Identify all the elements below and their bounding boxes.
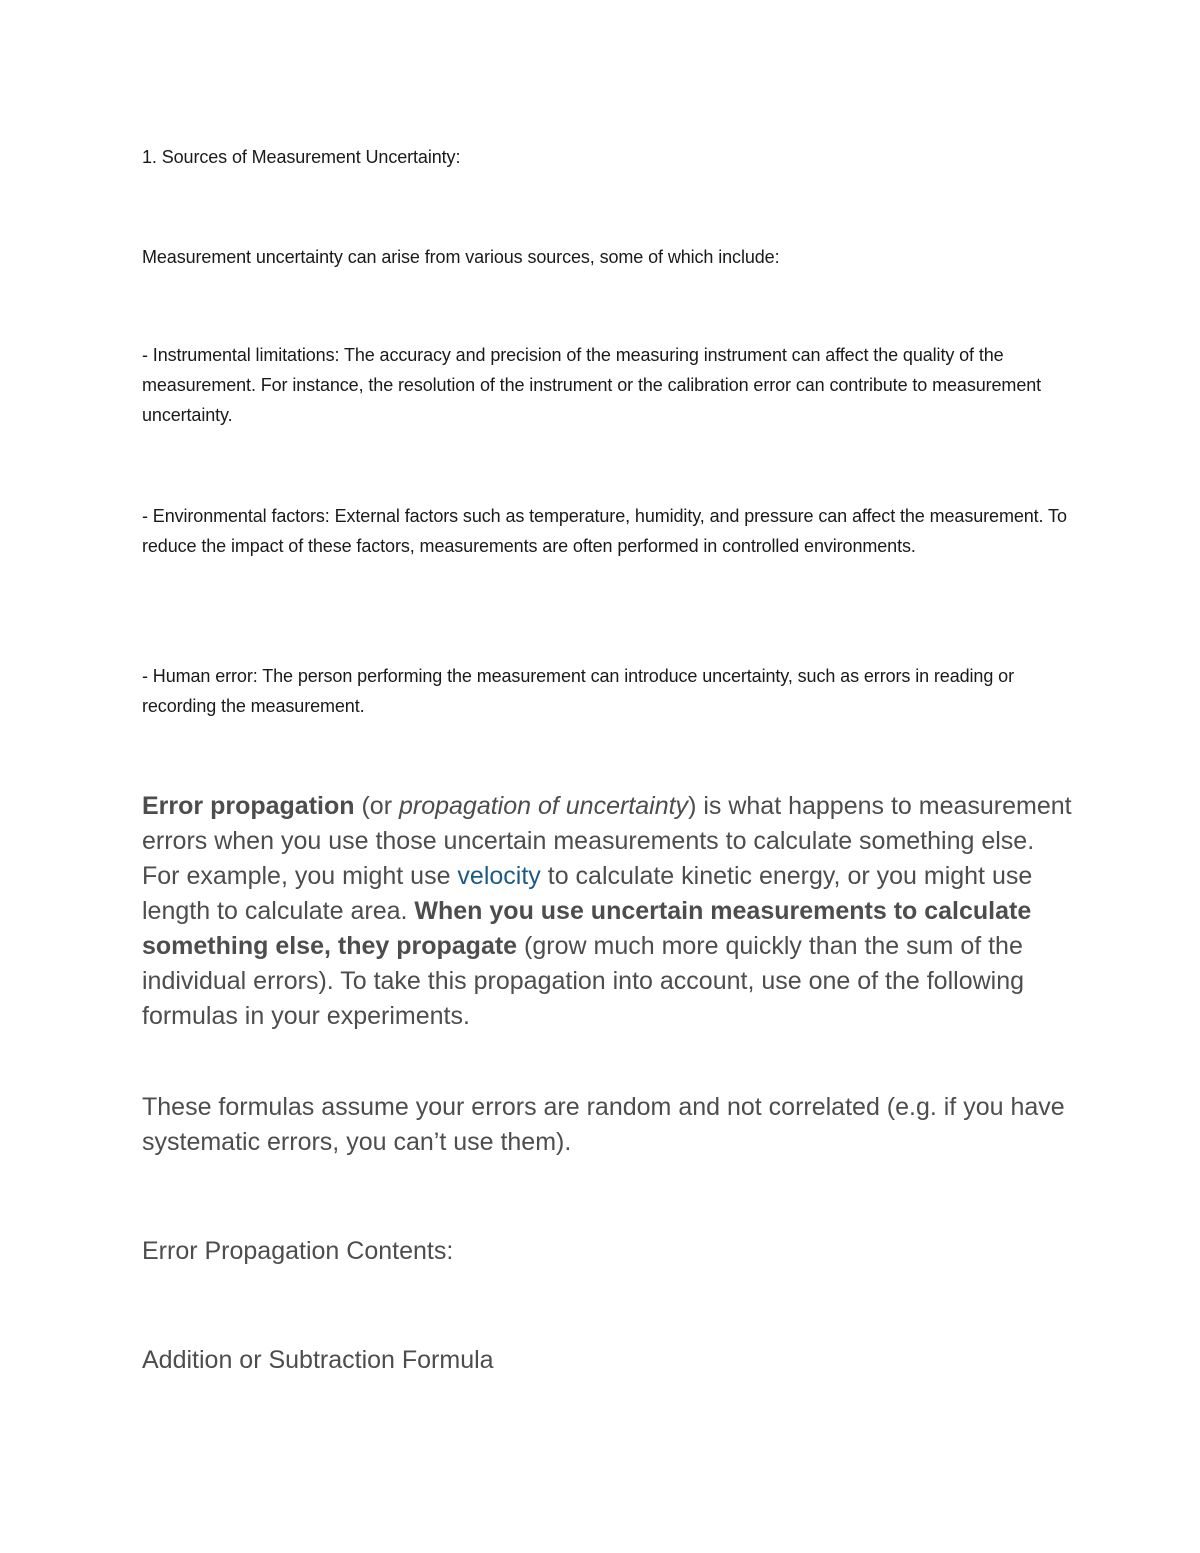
paragraph-text-2: to calculate kinetic energy, or you might use length to calculate area. — [142, 862, 1033, 925]
paren-open-text: (or — [354, 792, 399, 820]
formula-heading: Addition or Subtraction Formula — [142, 1346, 494, 1374]
bold-propagate-statement: When you use uncertain measurements to calculate something else, they propagate — [142, 897, 1032, 960]
contents-heading: Error Propagation Contents: — [142, 1237, 454, 1265]
term-error-propagation: Error propagation — [142, 792, 355, 820]
error-propagation-paragraph — [142, 789, 1072, 1034]
bullet-environmental-factors: - Environmental factors: External factors such as temperature, humidity, and pressure can affect the measurement. To reduce the impact of these factors, measurements are often performed in controlled environments. — [142, 506, 1067, 556]
paragraph-text-1: ) is what happens to measurement errors when you use those uncertain measurements to calculate something else. For example, you might use — [142, 792, 1072, 890]
bullet-human-error: - Human error: The person performing the measurement can introduce uncertainty, such as errors in reading or recording the measurement. — [142, 666, 1014, 716]
intro-paragraph: Measurement uncertainty can arise from various sources, some of which include: — [142, 247, 780, 267]
paragraph-text-3: (grow much more quickly than the sum of the individual errors). To take this propagation into account, use one of the following formulas in your experiments. — [142, 932, 1025, 1030]
bullet-instrumental-limitations: - Instrumental limitations: The accuracy and precision of the measuring instrument can affect the quality of the measurement. For instance, the resolution of the instrument or the calibration error can contribute to measurement uncertainty. — [142, 345, 1042, 425]
term-propagation-of-uncertainty: propagation of uncertainty — [398, 792, 689, 820]
velocity-link[interactable]: velocity — [457, 862, 541, 890]
assumption-paragraph: These formulas assume your errors are random and not correlated (e.g. if you have systematic errors, you can’t use them). — [142, 1093, 1065, 1156]
section-heading: 1. Sources of Measurement Uncertainty: — [142, 147, 461, 167]
